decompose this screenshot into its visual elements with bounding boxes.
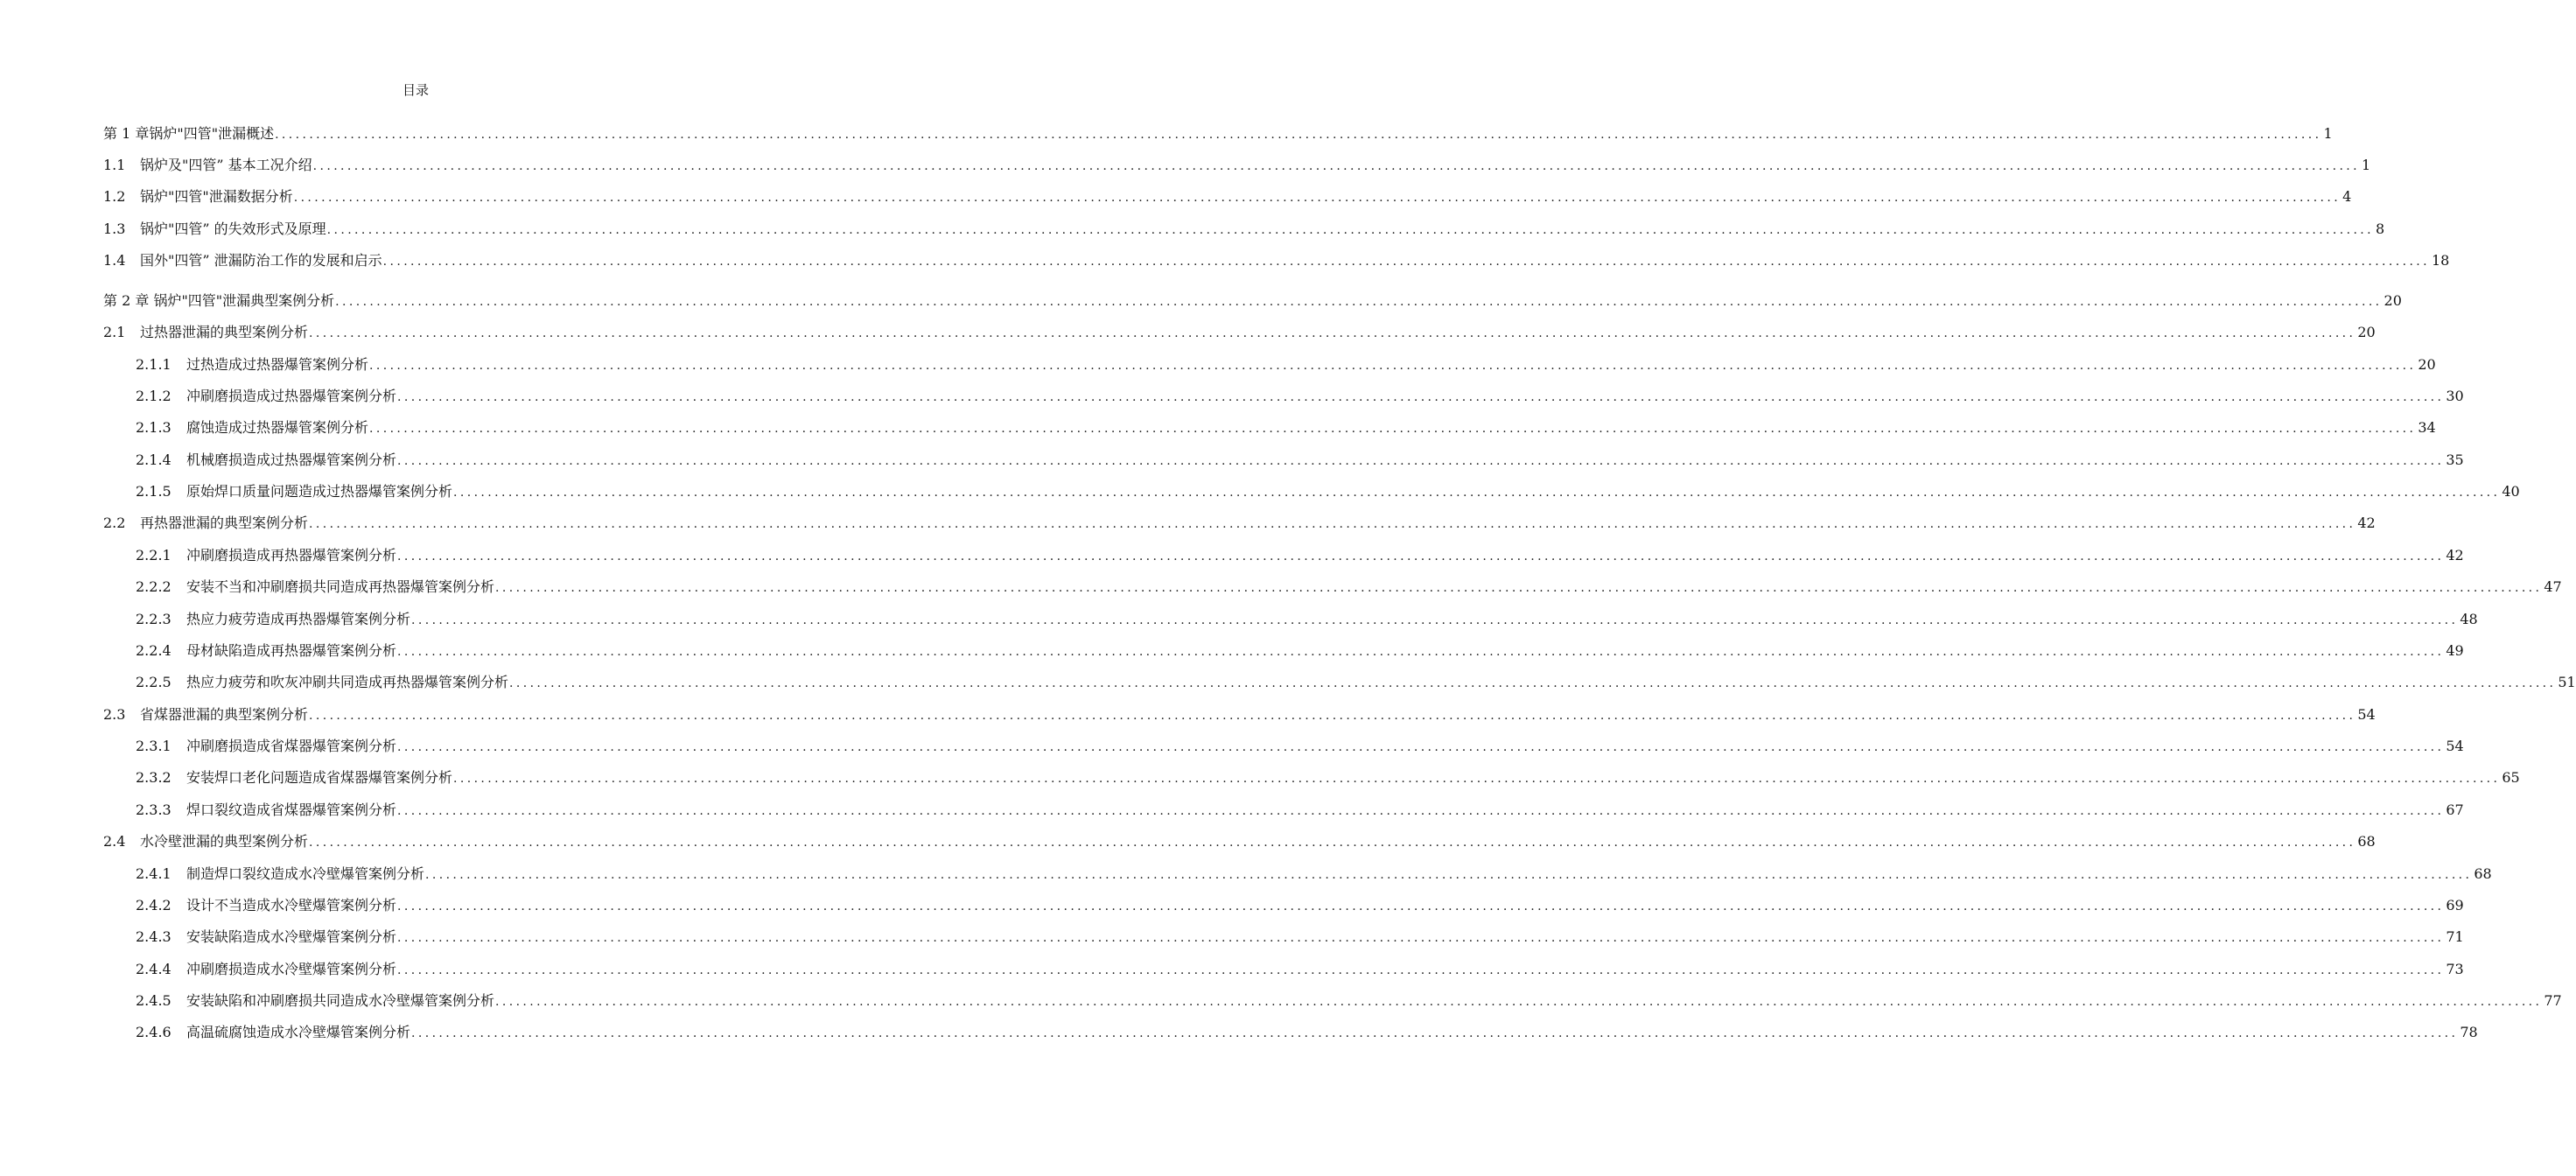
toc-page-number: 48: [2460, 611, 2478, 627]
toc-leader-dots: ..........................................................................................................................................................................................................................................................................................................: [425, 868, 2473, 882]
toc-page-number: 73: [2446, 961, 2464, 977]
toc-entry-text: 安装焊口老化问题造成省煤器爆管案例分析: [186, 769, 453, 786]
toc-entry-text: 第 1 章锅炉"四管"泄漏概述: [103, 125, 275, 142]
toc-entry-2-3-2[interactable]: [136, 766, 2520, 788]
toc-leader-dots: ..........................................................................................................................................................................................................................................................................................................: [309, 836, 2356, 850]
toc-entry-number: 1.3: [103, 220, 126, 237]
toc-entry-text: 过热造成过热器爆管案例分析: [186, 356, 369, 373]
toc-page-number: 18: [2432, 252, 2450, 269]
toc-entry-number: 2.1.1: [136, 356, 172, 373]
toc-entry-number: 2.4.6: [136, 1024, 172, 1040]
toc-entry-number: 2.2.2: [136, 578, 172, 595]
toc-entry-text: 原始焊口质量问题造成过热器爆管案例分析: [186, 483, 453, 500]
toc-entry-number: 2.3.3: [136, 802, 172, 818]
toc-entry-2-4-5[interactable]: [136, 990, 2562, 1011]
toc-leader-dots: ..........................................................................................................................................................................................................................................................................................................: [397, 740, 2445, 754]
toc-entry-text: 制造焊口裂纹造成水冷壁爆管案例分析: [186, 865, 425, 882]
toc-leader-dots: ..........................................................................................................................................................................................................................................................................................................: [453, 772, 2501, 786]
toc-leader-dots: ..........................................................................................................................................................................................................................................................................................................: [397, 454, 2445, 468]
toc-entry-chapter-1[interactable]: [103, 122, 2333, 144]
toc-entry-2-2-1[interactable]: [136, 544, 2464, 565]
toc-leader-dots: ..........................................................................................................................................................................................................................................................................................................: [411, 1026, 2459, 1040]
toc-page-number: 49: [2446, 642, 2464, 659]
toc-leader-dots: ..........................................................................................................................................................................................................................................................................................................: [369, 422, 2417, 436]
toc-entry-number: 1.4: [103, 252, 126, 269]
toc-leader-dots: ..........................................................................................................................................................................................................................................................................................................: [453, 486, 2501, 500]
toc-entry-number: 2.4: [103, 833, 126, 850]
toc-entry-text: 腐蚀造成过热器爆管案例分析: [186, 419, 369, 436]
toc-entry-text: 安装缺陷和冲刷磨损共同造成水冷壁爆管案例分析: [186, 992, 495, 1009]
toc-entry-text: 国外"四管” 泄漏防治工作的发展和启示: [140, 252, 382, 269]
toc-entry-2-2[interactable]: [103, 512, 2376, 533]
toc-leader-dots: ..........................................................................................................................................................................................................................................................................................................: [309, 709, 2356, 723]
toc-page-number: 71: [2446, 928, 2464, 945]
toc-leader-dots: ..........................................................................................................................................................................................................................................................................................................: [397, 390, 2445, 404]
toc-entry-text: 锅炉及"四管” 基本工况介绍: [140, 157, 312, 173]
toc-page-number: 30: [2446, 388, 2464, 404]
toc-entry-2-2-2[interactable]: [136, 576, 2562, 597]
toc-page-number: 47: [2544, 578, 2562, 595]
toc-entry-text: 高温硫腐蚀造成水冷壁爆管案例分析: [186, 1024, 411, 1040]
toc-entry-number: 1.2: [103, 188, 126, 205]
toc-entry-2-1-3[interactable]: [136, 416, 2436, 438]
toc-leader-dots: ..........................................................................................................................................................................................................................................................................................................: [335, 295, 2383, 309]
toc-entry-2-4-3[interactable]: [136, 926, 2464, 947]
toc-entry-2-4-6[interactable]: [136, 1021, 2478, 1042]
toc-leader-dots: ..........................................................................................................................................................................................................................................................................................................: [397, 900, 2445, 914]
toc-entry-text: 机械磨损造成过热器爆管案例分析: [186, 452, 397, 468]
toc-leader-dots: ..........................................................................................................................................................................................................................................................................................................: [397, 804, 2445, 818]
toc-entry-text: 冲刷磨损造成省煤器爆管案例分析: [186, 738, 397, 754]
toc-entry-number: 2.3.2: [136, 769, 172, 786]
toc-page-number: 54: [2357, 706, 2376, 723]
toc-page-number: 35: [2446, 452, 2464, 468]
toc-entry-number: 2.2.3: [136, 611, 172, 627]
toc-leader-dots: ..........................................................................................................................................................................................................................................................................................................: [411, 613, 2459, 627]
toc-entry-text: 热应力疲劳造成再热器爆管案例分析: [186, 611, 411, 627]
toc-leader-dots: ..........................................................................................................................................................................................................................................................................................................: [397, 931, 2445, 945]
toc-leader-dots: ..........................................................................................................................................................................................................................................................................................................: [309, 326, 2356, 340]
toc-leader-dots: ..........................................................................................................................................................................................................................................................................................................: [397, 550, 2445, 564]
toc-entry-2-4-1[interactable]: [136, 863, 2492, 884]
toc-page-number: 34: [2418, 419, 2436, 436]
toc-entry-text: 冲刷磨损造成再热器爆管案例分析: [186, 547, 397, 564]
toc-entry-number: 2.1.3: [136, 419, 172, 436]
toc-entry-number: 2.2.5: [136, 674, 172, 690]
toc-entry-number: 2.4.1: [136, 865, 172, 882]
toc-title: 目录: [402, 82, 429, 98]
toc-page-number: 51: [2558, 674, 2576, 690]
toc-page-number: 68: [2474, 865, 2492, 882]
toc-entry-number: 2.4.3: [136, 928, 172, 945]
toc-entry-text: 安装缺陷造成水冷壁爆管案例分析: [186, 928, 397, 945]
toc-entry-text: 再热器泄漏的典型案例分析: [140, 514, 309, 531]
toc-entry-number: 2.3.1: [136, 738, 172, 754]
toc-entry-text: 热应力疲劳和吹灰冲刷共同造成再热器爆管案例分析: [186, 674, 509, 690]
toc-entry-2-4-4[interactable]: [136, 958, 2464, 979]
toc-entry-2-1-1[interactable]: [136, 354, 2436, 374]
toc-entry-1-4[interactable]: [103, 249, 2450, 270]
toc-entry-text: 过热器泄漏的典型案例分析: [140, 324, 309, 340]
toc-leader-dots: ..........................................................................................................................................................................................................................................................................................................: [312, 159, 2360, 173]
toc-entry-number: 2.1: [103, 324, 126, 340]
toc-entry-number: 2.1.4: [136, 452, 172, 468]
toc-entry-text: 安装不当和冲刷磨损共同造成再热器爆管案例分析: [186, 578, 495, 595]
toc-leader-dots: ..........................................................................................................................................................................................................................................................................................................: [369, 359, 2417, 373]
toc-entry-text: 第 2 章 锅炉"四管"泄漏典型案例分析: [103, 292, 335, 309]
toc-entry-number: 2.2: [103, 514, 126, 531]
toc-entry-number: 2.4.5: [136, 992, 172, 1009]
toc-page-number: 4: [2342, 188, 2352, 205]
toc-entry-text: 锅炉"四管” 的失效形式及原理: [140, 220, 326, 237]
toc-entry-2-2-3[interactable]: [136, 608, 2478, 629]
toc-page-number: 65: [2502, 769, 2520, 786]
toc-entry-number: 1.1: [103, 157, 126, 173]
toc-entry-number: 2.3: [103, 706, 126, 723]
toc-entry-text: 冲刷磨损造成过热器爆管案例分析: [186, 388, 397, 404]
toc-page-number: 77: [2544, 992, 2562, 1009]
toc-entry-2-1[interactable]: [103, 321, 2376, 342]
toc-leader-dots: ..........................................................................................................................................................................................................................................................................................................: [293, 191, 2342, 205]
toc-entry-2-3[interactable]: [103, 704, 2376, 724]
toc-entry-2-1-2[interactable]: [136, 385, 2464, 406]
toc-entry-chapter-2[interactable]: [103, 290, 2402, 311]
toc-leader-dots: ..........................................................................................................................................................................................................................................................................................................: [382, 255, 2430, 269]
toc-page-number: 20: [2357, 324, 2376, 340]
toc-leader-dots: ..........................................................................................................................................................................................................................................................................................................: [495, 581, 2543, 595]
toc-page-number: 68: [2357, 833, 2376, 850]
toc-leader-dots: ..........................................................................................................................................................................................................................................................................................................: [326, 223, 2374, 237]
toc-entry-number: 2.1.2: [136, 388, 172, 404]
toc-leader-dots: ..........................................................................................................................................................................................................................................................................................................: [495, 995, 2543, 1009]
toc-page-number: 8: [2376, 220, 2385, 237]
toc-entry-2-1-4[interactable]: [136, 449, 2464, 470]
toc-leader-dots: ..........................................................................................................................................................................................................................................................................................................: [397, 645, 2445, 659]
toc-entry-text: 冲刷磨损造成水冷壁爆管案例分析: [186, 961, 397, 977]
toc-entry-2-4[interactable]: [103, 830, 2376, 851]
toc-entry-2-4-2[interactable]: [136, 894, 2464, 915]
toc-leader-dots: ..........................................................................................................................................................................................................................................................................................................: [397, 963, 2445, 977]
toc-entry-1-1[interactable]: [103, 154, 2371, 175]
toc-entry-text: 设计不当造成水冷壁爆管案例分析: [186, 897, 397, 914]
toc-entry-2-2-5[interactable]: [136, 671, 2576, 692]
toc-page-number: 78: [2460, 1024, 2478, 1040]
toc-page-number: 54: [2446, 738, 2464, 754]
toc-page-number: 20: [2384, 292, 2402, 309]
toc-page-number: 1: [2323, 125, 2333, 142]
toc-page-number: 42: [2357, 514, 2376, 531]
toc-entry-number: 2.2.4: [136, 642, 172, 659]
toc-entry-text: 焊口裂纹造成省煤器爆管案例分析: [186, 802, 397, 818]
toc-page-number: 67: [2446, 802, 2464, 818]
toc-page-number: 20: [2418, 356, 2436, 373]
toc-entry-text: 锅炉"四管"泄漏数据分析: [140, 188, 293, 205]
toc-entry-1-2[interactable]: [103, 186, 2352, 206]
toc-page-number: 1: [2362, 157, 2371, 173]
toc-leader-dots: ..........................................................................................................................................................................................................................................................................................................: [509, 676, 2557, 690]
toc-entry-number: 2.4.2: [136, 897, 172, 914]
toc-entry-2-1-5[interactable]: [136, 480, 2520, 501]
toc-leader-dots: ..........................................................................................................................................................................................................................................................................................................: [275, 128, 2322, 142]
toc-entry-text: 水冷壁泄漏的典型案例分析: [140, 833, 309, 850]
toc-entry-text: 省煤器泄漏的典型案例分析: [140, 706, 309, 723]
toc-entry-2-3-1[interactable]: [136, 735, 2464, 756]
toc-entry-text: 母材缺陷造成再热器爆管案例分析: [186, 642, 397, 659]
toc-entry-2-2-4[interactable]: [136, 640, 2464, 661]
toc-page-number: 40: [2502, 483, 2520, 500]
toc-leader-dots: ..........................................................................................................................................................................................................................................................................................................: [309, 517, 2356, 531]
toc-entry-2-3-3[interactable]: [136, 799, 2464, 820]
toc-entry-1-3[interactable]: [103, 218, 2385, 239]
toc-page-number: 42: [2446, 547, 2464, 564]
toc-entry-number: 2.1.5: [136, 483, 172, 500]
toc-entry-number: 2.4.4: [136, 961, 172, 977]
toc-page-number: 69: [2446, 897, 2464, 914]
toc-entry-number: 2.2.1: [136, 547, 172, 564]
